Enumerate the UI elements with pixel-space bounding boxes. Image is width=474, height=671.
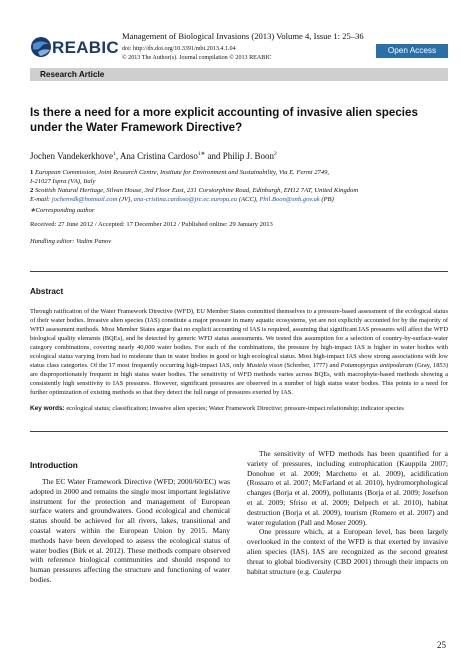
right-column-text xyxy=(247,449,448,576)
email-tag: (PB) xyxy=(319,196,334,203)
species-name: Mustela vison xyxy=(246,361,283,369)
reabic-logo xyxy=(30,35,119,63)
author-list xyxy=(30,151,277,161)
abstract-heading: Abstract xyxy=(30,287,64,296)
keywords-label: Key words: xyxy=(30,405,65,412)
affiliation-text: Scottish Natural Heritage, Silvan House, 3rd Floor East, 231 Corstorphine Road, Edinburgh, EH12 7AT, United Kingdom xyxy=(34,187,359,194)
email-link[interactable]: Phil.Boon@snh.gov.uk xyxy=(259,196,320,203)
affiliation-1-cont xyxy=(30,178,95,185)
journal-citation: Management of Biological Invasions (2013) Volume 4, Issue 1: 25–36 xyxy=(122,31,364,41)
corresponding-text: ∗Corresponding author xyxy=(30,207,95,214)
keywords-text: ecological status; classification; invasive alien species; Water Framework Directive; pressure-impact relationship; indicator species xyxy=(64,405,404,412)
copyright-line: © 2013 The Author(s). Journal compilation © 2013 REABIC xyxy=(122,55,272,61)
abstract-part: Through ratification of the Water Framework Directive (WFD), EU Member States committed themselves to a pressure-based assessment of the ecological status of their water bodies. Invasive alien species (IAS) constitute a major pressure in many aquatic ecosystems, yet are not explicitly accounted for by the majority of WFD assessment methods. Most Member States argue that no explicit accounting of IAS is required, assuming that significant IAS pressures will affect the WFD biological quality elements (BQEs), and be detected by generic WFD status assessments. We tested this assumption for a selection of country-by-surface-water category combinations, covering nearly 40,000 water bodies. For each of the combinations, the pressure by high-impact IAS is higher in water bodies with ecological status varying from bad to moderate than in water bodies in good or high ecological status. Most high-impact IAS show strong associations with low status class categories. Of the 17 most frequently occurring high-impact IAS, only xyxy=(30,308,448,369)
email-label: E-mail: xyxy=(30,196,52,203)
species-name: Caulerpa xyxy=(312,566,341,576)
author-name: Philip J. Boon xyxy=(222,151,274,161)
affiliation-1 xyxy=(30,169,329,176)
author-separator: , xyxy=(115,151,120,161)
author-name: Jochen Vandekerkhove xyxy=(30,151,114,161)
author-affiliation-mark: 1 xyxy=(113,151,116,157)
paragraph xyxy=(247,527,448,576)
logo-text: REABIC xyxy=(52,38,119,57)
paragraph: The EC Water Framework Directive (WFD; 2000/60/EC) was adopted in 2000 and remains the single most important legislative instrument for the protection and management of European surface waters and groundwaters. Good ecological and chemical status should be achieved for all rivers, lakes, transitional and coastal waters within the European Union by 2015. Many methods have been developed to assess the ecological status of water bodies (Birk et al. 2012). These methods compare observed with reference biological communities and should respond to human pressures affecting the structure and functioning of water bodies. xyxy=(30,477,230,584)
email-tag: (JV), xyxy=(117,196,134,203)
email-line xyxy=(30,196,334,203)
email-link[interactable]: ana-cristina.cardoso@jrc.ec.europa.eu xyxy=(133,196,238,203)
page-number: 25 xyxy=(437,640,446,650)
author-affiliation-mark: 2 xyxy=(273,151,277,157)
globe-icon xyxy=(30,35,54,59)
abstract-part: (Gray, 1853) are disproportionately frequent in high status water bodies. The sensitivity of WFD methods varies across BQEs, with macrophyte-based methods showing a consistently high sensitivity to IAS pressures. However, significant pressures are observed in a number of high status water bodies. This points to a need for further optimization of existing methods so that they detect the full range of pressures exerted by IAS. xyxy=(30,361,449,396)
author-separator: and xyxy=(205,151,223,161)
keywords xyxy=(30,405,448,414)
article-type-label: Research Article xyxy=(40,70,105,79)
affiliation-number: 1 xyxy=(30,169,34,176)
doi-link[interactable]: doi: http://dx.doi.org/10.3391/mbi.2013.4.1.04 xyxy=(122,46,236,52)
received-dates: Received: 27 June 2012 / Accepted: 17 December 2012 / Published online: 29 January 2013 xyxy=(30,221,273,228)
species-name: Potamopyrgus antipodarum xyxy=(340,361,414,369)
article-title: Is there a need for a more explicit accounting of invasive alien species under the Water Framework Directive? xyxy=(30,106,418,134)
introduction-heading: Introduction xyxy=(30,461,78,470)
affiliation-number: 2 xyxy=(30,187,34,194)
divider xyxy=(30,271,448,272)
paragraph-part: One pressure which, at a European level, has been largely overlooked in the context of the WFD is that exerted by invasive alien species (IAS). IAS are recognized as the second greatest threat to global biodiversity (CBD 2001) through their impacts on habitat structure (e.g. xyxy=(247,527,448,576)
open-access-badge: Open Access xyxy=(376,44,448,58)
abstract-part: (Schreber, 1777) and xyxy=(282,361,341,369)
affiliation-text: I-21027 Ispra (VA), Italy xyxy=(30,178,96,185)
corresponding-author xyxy=(30,206,94,214)
email-link[interactable]: jochenvdk@hotmail.com xyxy=(51,196,118,203)
author-name: Ana Cristina Cardoso xyxy=(119,151,198,161)
introduction-text xyxy=(30,477,230,585)
handling-editor: Handling editor: Vadim Panov xyxy=(30,238,112,245)
paragraph: The sensitivity of WFD methods has been quantified for a variety of pressures, including eutrophication (Kauppila 2007; Donohue et al. 2009; Marchetto et al. 2009), acidification (Rossaro et al. 2007; McFarland et al. 2010), hydromorphological changes (Borja et al. 2009), pollutants (Borja et al. 2009; Josefson et al. 2009; Sfriso et al. 2009; Delpech et al. 2010), habitat destruction (Borja et al. 2009), tourism (Romero et al. 2007) and water regulation (Pall and Moser 2009). xyxy=(247,449,448,527)
divider xyxy=(30,431,448,432)
email-tag: (ACC), xyxy=(237,196,260,203)
affiliation-text: European Commission, Joint Research Centre, Institute for Environment and Sustainability, Via E. Fermi 2749, xyxy=(34,169,330,176)
affiliation-2 xyxy=(30,187,358,194)
author-affiliation-mark: 1∗ xyxy=(197,151,206,157)
abstract-text xyxy=(30,308,448,398)
